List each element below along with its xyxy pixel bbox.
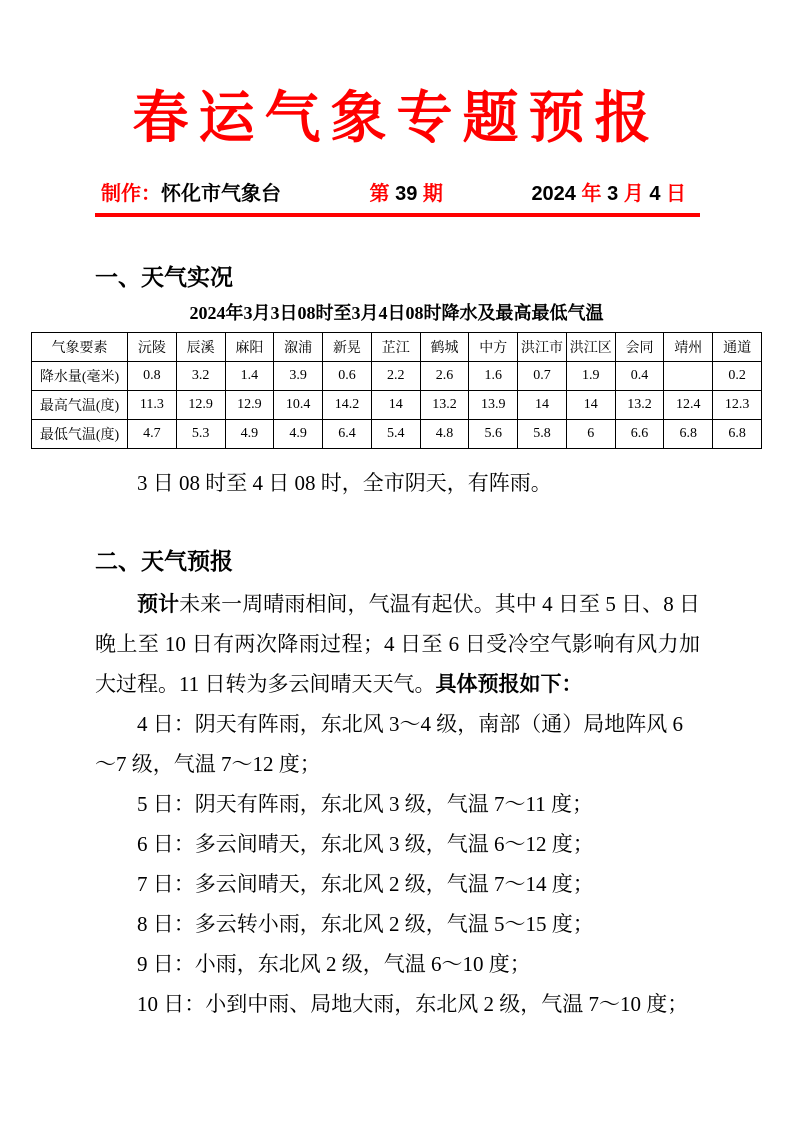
- masthead-segment: 4: [649, 182, 661, 205]
- masthead-segment: 日: [660, 182, 686, 205]
- table-cell: 10.4: [274, 390, 323, 419]
- table-cell: 1.4: [225, 361, 274, 390]
- table-cell: 14: [371, 390, 420, 419]
- table-cell: 1.6: [469, 361, 518, 390]
- forecast-intro-lead: 预计: [137, 591, 180, 616]
- table-cell: 4.9: [225, 419, 274, 448]
- table-cell: 12.4: [664, 390, 713, 419]
- masthead-segment: 月: [618, 182, 650, 205]
- daily-forecast-list: [0, 704, 793, 1024]
- table-cell: 4.9: [274, 419, 323, 448]
- table-cell: 6.6: [615, 419, 664, 448]
- table-column-header: 芷江: [371, 332, 420, 361]
- table-cell: 4.7: [128, 419, 177, 448]
- masthead-producer: [101, 177, 281, 206]
- masthead-segment: 2024: [531, 182, 576, 205]
- masthead: [95, 177, 700, 217]
- table-cell: 12.9: [176, 390, 225, 419]
- section-1-heading: 一、天气实况: [95, 263, 233, 290]
- table-cell: 11.3: [128, 390, 177, 419]
- table-column-header: 通道: [713, 332, 762, 361]
- table-column-header: 洪江市: [518, 332, 567, 361]
- masthead-date: [531, 177, 686, 206]
- table-cell: 1.9: [566, 361, 615, 390]
- table-cell: 0.6: [323, 361, 372, 390]
- table-cell: 6.8: [713, 419, 762, 448]
- table-cell: 5.4: [371, 419, 420, 448]
- table-cell: 14.2: [323, 390, 372, 419]
- table-column-header: 洪江区: [566, 332, 615, 361]
- document-title: 春运气象专题预报: [132, 85, 661, 151]
- forecast-item: 5 日：阴天有阵雨，东北风 3 级，气温 7～11 度；: [137, 791, 593, 816]
- table-column-header: 鹤城: [420, 332, 469, 361]
- table-cell: 3.9: [274, 361, 323, 390]
- table-cell: 6: [566, 419, 615, 448]
- table-cell: 12.3: [713, 390, 762, 419]
- masthead-segment: 年: [575, 182, 608, 205]
- masthead-segment: 3: [607, 182, 619, 205]
- forecast-item: 6 日：多云间晴天，东北风 3 级，气温 6～12 度；: [137, 831, 594, 856]
- forecast-item: 10 日：小到中雨、局地大雨，东北风 2 级，气温 7～10 度；: [137, 991, 689, 1016]
- table-cell: 14: [566, 390, 615, 419]
- table-cell: 4.8: [420, 419, 469, 448]
- table-column-header: 中方: [469, 332, 518, 361]
- table-cell: 0.4: [615, 361, 664, 390]
- table-cell: 2.6: [420, 361, 469, 390]
- forecast-intro-tail: 具体预报如下：: [435, 671, 583, 696]
- forecast-item: 7 日：多云间晴天，东北风 2 级，气温 7～14 度；: [137, 871, 594, 896]
- table-row-label: 最高气温(度): [32, 390, 128, 419]
- table-cell: 5.3: [176, 419, 225, 448]
- weather-table: [31, 332, 762, 449]
- forecast-intro: [95, 584, 700, 704]
- masthead-segment: 39: [395, 182, 418, 205]
- masthead-segment: 期: [417, 182, 443, 205]
- table-cell: 0.7: [518, 361, 567, 390]
- table-cell: 0.8: [128, 361, 177, 390]
- table-column-header: 麻阳: [225, 332, 274, 361]
- table-column-header: 辰溪: [176, 332, 225, 361]
- masthead-segment: 第: [369, 182, 396, 205]
- table-row-label: 最低气温(度): [32, 419, 128, 448]
- table-cell: 12.9: [225, 390, 274, 419]
- forecast-item: 8 日：多云转小雨，东北风 2 级，气温 5～15 度；: [137, 911, 594, 936]
- masthead-segment: 怀化市气象台: [161, 182, 281, 205]
- table-cell: 5.8: [518, 419, 567, 448]
- weather-table-header-row: [32, 332, 762, 361]
- table-cell: 2.2: [371, 361, 420, 390]
- table-cell: 13.9: [469, 390, 518, 419]
- table-row-label: 降水量(毫米): [32, 361, 128, 390]
- table-cell: 3.2: [176, 361, 225, 390]
- table-cell: 14: [518, 390, 567, 419]
- weather-summary: 3 日 08 时至 4 日 08 时，全市阴天，有阵雨。: [137, 470, 552, 495]
- table-cell: 13.2: [420, 390, 469, 419]
- table-cell: 13.2: [615, 390, 664, 419]
- table-cell: 6.4: [323, 419, 372, 448]
- table-column-header: 会同: [615, 332, 664, 361]
- table-row: [32, 361, 762, 390]
- weather-table-body: [32, 361, 762, 448]
- forecast-intro-body: 未来一周晴雨相间，气温有起伏。其中 4 日至 5 日、8 日晚上至 10 日有两次降雨过程；4 日至 6 日受冷空气影响有风力加大过程。11 日转为多云间晴天天气。: [95, 591, 701, 696]
- forecast-item: 4 日：阴天有阵雨，东北风 3～4 级，南部（通）局地阵风 6～7 级，气温 7～12 度；: [95, 711, 683, 776]
- weather-table-title: 2024年3月3日08时至3月4日08时降水及最高最低气温: [189, 302, 604, 323]
- masthead-segment: 制作：: [101, 182, 161, 205]
- table-corner-header: 气象要素: [32, 332, 128, 361]
- table-cell: [664, 361, 713, 390]
- table-row: [32, 419, 762, 448]
- table-row: [32, 390, 762, 419]
- forecast-item: 9 日：小雨，东北风 2 级，气温 6～10 度；: [137, 951, 531, 976]
- section-2-heading: 二、天气预报: [95, 547, 233, 574]
- table-cell: 0.2: [713, 361, 762, 390]
- table-column-header: 靖州: [664, 332, 713, 361]
- table-column-header: 新晃: [323, 332, 372, 361]
- table-column-header: 沅陵: [128, 332, 177, 361]
- table-cell: 5.6: [469, 419, 518, 448]
- masthead-issue: [370, 177, 443, 206]
- table-cell: 6.8: [664, 419, 713, 448]
- table-column-header: 溆浦: [274, 332, 323, 361]
